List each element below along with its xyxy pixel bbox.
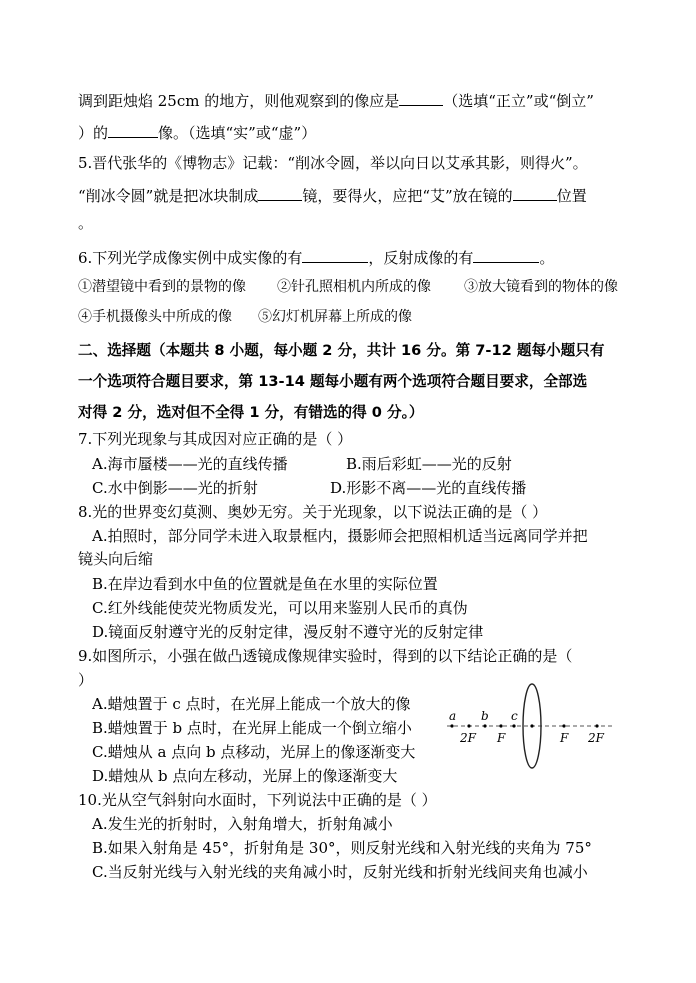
right-f-label: F — [560, 731, 569, 745]
q4-text-a: 调到距烛焰 25cm 的地方，则他观察到的像应是 — [78, 92, 400, 110]
point-f-right-dot — [562, 724, 565, 727]
lens-center-dot — [530, 724, 533, 727]
q8-option-c: C.红外线能使荧光物质发光，可以用来鉴别人民币的真伪 — [92, 599, 468, 617]
q7-option-d: D.形影不离——光的直线传播 — [330, 479, 527, 497]
q10-option-a: A.发生光的折射时，入射角增大，折射角减小 — [92, 815, 393, 833]
q5-line2 — [78, 185, 587, 206]
q5-line3: 。 — [78, 214, 94, 232]
q7-option-b: B.雨后彩虹——光的反射 — [346, 455, 512, 473]
point-c-label: c — [511, 709, 518, 723]
q7-stem: 7.下列光现象与其成因对应正确的是（ ） — [78, 430, 353, 448]
q6-item-4: ④手机摄像头中所成的像 — [78, 309, 232, 325]
q9-stem-line2: ） — [78, 671, 94, 689]
q6-item-1: ①潜望镜中看到的景物的像 — [78, 279, 246, 295]
q5-blank-lens — [258, 185, 302, 201]
q8-stem: 8.光的世界变幻莫测、奥妙无穷。关于光现象，以下说法正确的是（ ） — [78, 503, 548, 521]
point-c-dot — [512, 724, 515, 727]
q9-option-d: D.蜡烛从 b 点向左移动，光屏上的像逐渐变大 — [92, 767, 398, 785]
q9-stem-line1: 9.如图所示，小强在做凸透镜成像规律实验时，得到的以下结论正确的是（ — [78, 647, 573, 665]
q6-item-5: ⑤幻灯机屏幕上所成的像 — [258, 309, 412, 325]
point-2f-left-dot — [467, 724, 470, 727]
section2-line3: 对得 2 分，选对但不全得 1 分，有错选的得 0 分。） — [78, 404, 424, 421]
q8-option-a-line2: 镜头向后缩 — [78, 550, 154, 568]
point-b-dot — [483, 724, 486, 727]
q6-item-2: ②针孔照相机内所成的像 — [277, 279, 431, 295]
q4-line1 — [78, 90, 594, 111]
q5-text-a: “削冰令圆”就是把冰块制成 — [78, 187, 259, 205]
q6-stem — [78, 247, 554, 268]
q10-option-c: C.当反射光线与入射光线的夹角减小时，反射光线和折射光线间夹角也减小 — [92, 863, 588, 881]
q4-text-d: 像。（选填“实”或“虚”） — [158, 124, 317, 142]
q9-option-c: C.蜡烛从 a 点向 b 点移动，光屏上的像逐渐变大 — [92, 743, 416, 761]
q4-blank-upright — [399, 90, 443, 106]
point-a-dot — [450, 724, 453, 727]
convex-lens-diagram — [447, 680, 617, 770]
q6-blank-real — [302, 247, 368, 263]
q6-text-a: 6.下列光学成像实例中成实像的有 — [78, 249, 303, 267]
q5-line1: 5.晋代张华的《博物志》记载：“削冰令圆，举以向日以艾承其影，则得火”。 — [78, 154, 588, 172]
q8-option-d: D.镜面反射遵守光的反射定律，漫反射不遵守光的反射定律 — [92, 623, 484, 641]
left-2f-label: 2F — [460, 731, 476, 745]
q8-option-b: B.在岸边看到水中鱼的位置就是鱼在水里的实际位置 — [92, 575, 438, 593]
q4-text-b: （选填“正立”或“倒立” — [443, 92, 594, 110]
right-2f-label: 2F — [588, 731, 604, 745]
q5-text-b: 镜，要得火，应把“艾”放在镜的 — [302, 187, 513, 205]
q6-item-3: ③放大镜看到的物体的像 — [464, 279, 618, 295]
q4-blank-real — [108, 122, 158, 138]
q7-option-a: A.海市蜃楼——光的直线传播 — [92, 455, 288, 473]
q4-line2 — [78, 122, 316, 143]
point-a-label: a — [449, 709, 457, 723]
q6-text-c: 。 — [539, 249, 555, 267]
q10-stem: 10.光从空气斜射向水面时，下列说法中正确的是（ ） — [78, 791, 437, 809]
point-f-left-dot — [499, 724, 502, 727]
section2-line1: 二、选择题（本题共 8 小题，每小题 2 分，共计 16 分。第 7-12 题每小题只有 — [78, 342, 605, 359]
q6-blank-reflect — [473, 247, 539, 263]
q5-text-c: 位置 — [556, 187, 587, 205]
q7-option-c: C.水中倒影——光的折射 — [92, 479, 258, 497]
q9-option-a: A.蜡烛置于 c 点时，在光屏上能成一个放大的像 — [92, 695, 411, 713]
q6-text-b: ，反射成像的有 — [368, 249, 474, 267]
q9-option-b: B.蜡烛置于 b 点时，在光屏上能成一个倒立缩小 — [92, 719, 412, 737]
section2-line2: 一个选项符合题目要求，第 13-14 题每小题有两个选项符合题目要求，全部选 — [78, 373, 588, 390]
point-2f-right-dot — [595, 724, 598, 727]
q8-option-a-line1: A.拍照时，部分同学未进入取景框内，摄影师会把照相机适当远离同学并把 — [92, 527, 588, 545]
left-f-label: F — [497, 731, 506, 745]
point-b-label: b — [481, 709, 489, 723]
q10-option-b: B.如果入射角是 45°，折射角是 30°，则反射光线和入射光线的夹角为 75° — [92, 839, 592, 857]
q4-text-c: ）的 — [78, 124, 109, 142]
q5-blank-position — [513, 185, 557, 201]
